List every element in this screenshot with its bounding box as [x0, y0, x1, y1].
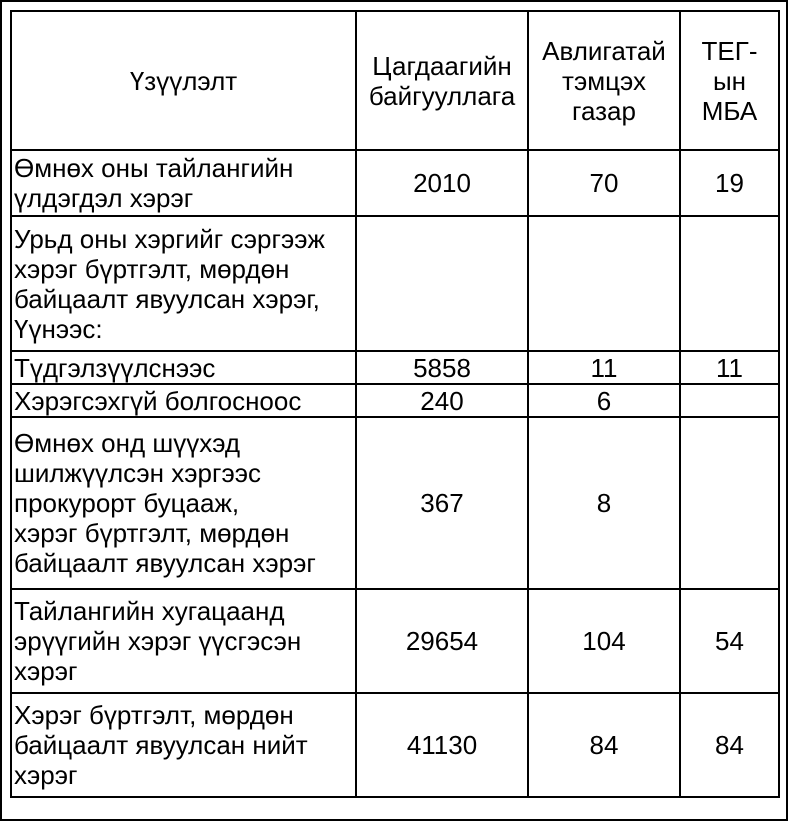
cell-police: 5858: [356, 351, 528, 384]
table-row: [11, 150, 779, 216]
column-header-indicator: Үзүүлэлт: [11, 11, 356, 150]
row-label: Түдгэлзүүлснээс: [11, 351, 356, 384]
column-header-prosecutor: ТЕГ- ын МБА: [680, 11, 779, 150]
cell-anticorruption: 6: [528, 384, 680, 417]
cell-prosecutor: [680, 216, 779, 351]
row-label: Өмнөх оны тайлангийн үлдэгдэл хэрэг: [11, 150, 356, 216]
cell-prosecutor: 11: [680, 351, 779, 384]
cell-prosecutor: 54: [680, 589, 779, 693]
cell-police: 367: [356, 417, 528, 589]
column-header-anticorruption: Авлигатай тэмцэх газар: [528, 11, 680, 150]
row-label: Тайлангийн хугацаанд эрүүгийн хэрэг үүсгэсэн хэрэг: [11, 589, 356, 693]
row-label: Хэрэг бүртгэлт, мөрдөн байцаалт явуулсан нийт хэрэг: [11, 693, 356, 797]
cell-anticorruption: [528, 216, 680, 351]
table-row: [11, 351, 779, 384]
cell-police: 240: [356, 384, 528, 417]
table-row: [11, 384, 779, 417]
row-label: Өмнөх онд шүүхэд шилжүүлсэн хэргээс прокурорт буцааж, хэрэг бүртгэлт, мөрдөн байцаалт явуулсан хэрэг: [11, 417, 356, 589]
row-label: Хэрэгсэхгүй болгосноос: [11, 384, 356, 417]
statistics-table: [10, 10, 780, 798]
column-header-police: Цагдаагийн байгууллага: [356, 11, 528, 150]
table-row: [11, 216, 779, 351]
table-row: [11, 693, 779, 797]
cell-anticorruption: 8: [528, 417, 680, 589]
cell-anticorruption: 11: [528, 351, 680, 384]
cell-prosecutor: [680, 417, 779, 589]
cell-anticorruption: 84: [528, 693, 680, 797]
cell-police: 29654: [356, 589, 528, 693]
cell-prosecutor: [680, 384, 779, 417]
row-label: Урьд оны хэргийг сэргээж хэрэг бүртгэлт, мөрдөн байцаалт явуулсан хэрэг, Үүнээс:: [11, 216, 356, 351]
table-row: [11, 589, 779, 693]
cell-police: 2010: [356, 150, 528, 216]
cell-prosecutor: 84: [680, 693, 779, 797]
cell-prosecutor: 19: [680, 150, 779, 216]
cell-police: [356, 216, 528, 351]
table-header-row: [11, 11, 779, 150]
cell-anticorruption: 104: [528, 589, 680, 693]
cell-police: 41130: [356, 693, 528, 797]
table-row: [11, 417, 779, 589]
cell-anticorruption: 70: [528, 150, 680, 216]
